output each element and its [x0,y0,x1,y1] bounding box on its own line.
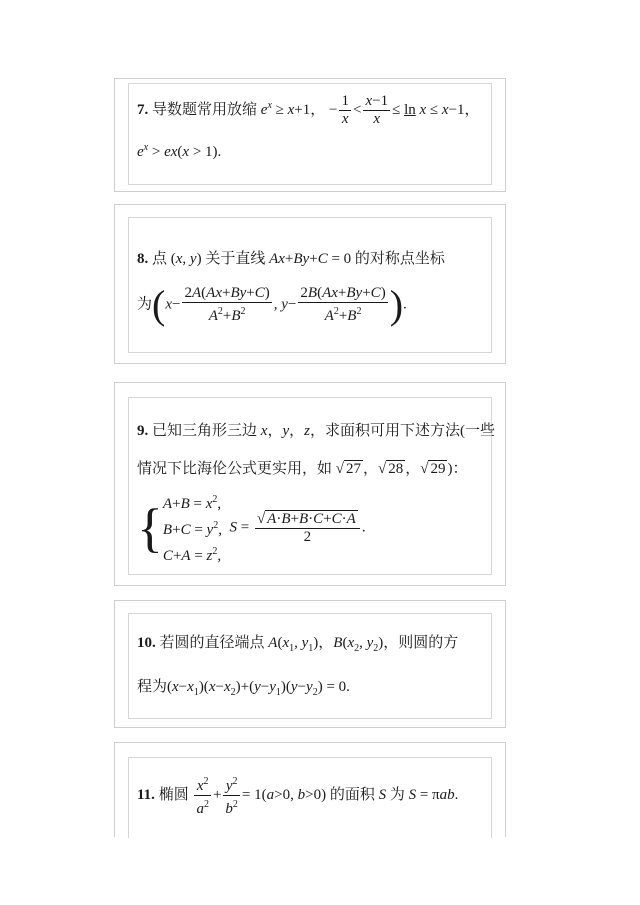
formula-8-line-2: 为(x− $\frac{2A(Ax+By+C)}{A^2+B^2}$ , y− $\frac{2B(Ax+By+C)}{A^2+B^2}$ ). [137,282,407,327]
formula-box-10 [128,613,492,719]
formula-9-line-1: 9. 已知三角形三边 x，y，z，求面积可用下述方法(一些 [137,423,495,439]
formula-8-line-1: 8. 点 (x, y) 关于直线 Ax+By+C = 0 的对称点坐标 [137,251,445,267]
item-number: 8. [137,251,149,267]
formula-card-9 [114,382,506,586]
formula-10-line-2: 程为$(x-x_1)(x-x_2)+(y-y_1)(y-y_2) = 0$. [137,679,350,698]
formula-card-11 [114,742,506,837]
item-number: 11. [137,786,155,803]
formula-card-8 [114,204,506,364]
formula-9-line-3: {$A+B = x^2$, $B+C = y^2$, $C+A = z^2$, S = $\frac{√ A\cdot B+B\cdot C+C\cdot A}{2}$ . [137,494,366,564]
item-number: 9. [137,423,149,439]
item-number: 7. [137,101,149,118]
formula-11-line-1: 11. 椭圆 $\frac{x^2}{a^2}$ + $\frac{y^2}{b^2}$ = 1(a>0, b>0) 的面积 S 为 S = πab. [137,773,458,818]
formula-7-line-1: 7. 导数题常用放缩 $e^x \ge x+1$， − $\frac{1}{x}$ < $\frac{x-1}{x}$ ≤ ln x ≤ x−1， [137,93,480,127]
item-number: 10. [137,635,156,651]
formula-10-line-1: 10. 若圆的直径端点 $A(x_1$, $y_1$)，$B(x_2$, $y_2$)，则圆的方 [137,635,459,654]
formula-card-7 [114,78,506,192]
formula-9-line-2: 情况下比海伦公式更实用，如 √ 27 ，√ 28 ，√ 29 )： [137,461,468,477]
formula-7-line-2: $e^x > ex(x > 1)$. [137,142,222,160]
formula-card-10 [114,600,506,728]
